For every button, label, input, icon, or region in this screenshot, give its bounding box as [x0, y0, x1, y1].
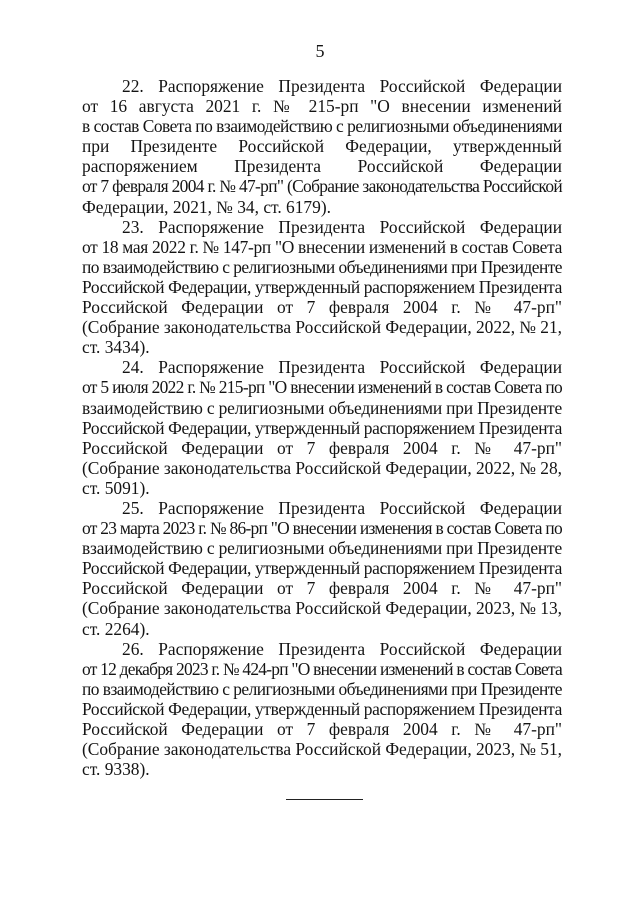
- entry-line: при Президенте Российской Федерации, утвержденный: [82, 136, 562, 157]
- entry-line: (Собрание законодательства Российской Федерации, 2022, № 28,: [82, 457, 562, 478]
- list-item: [82, 498, 562, 639]
- entry-line: ст. 5091).: [82, 477, 150, 498]
- end-separator-line: [286, 799, 363, 800]
- entry-line: распоряжением Президента Российской Федерации: [82, 156, 562, 177]
- entry-line: Российской Федерации от 7 февраля 2004 г. № 47-рп": [82, 437, 562, 458]
- entry-line: (Собрание законодательства Российской Федерации, 2022, № 21,: [82, 317, 562, 338]
- entry-line: от 7 февраля 2004 г. № 47-рп" (Собрание законодательства Российской: [82, 176, 562, 197]
- entry-line: 24. Распоряжение Президента Российской Федерации: [122, 357, 562, 378]
- entry-line: от 5 июля 2022 г. № 215-рп "О внесении изменений в состав Совета по: [82, 377, 562, 398]
- entry-line: Российской Федерации от 7 февраля 2004 г. № 47-рп": [82, 719, 562, 739]
- entry-line: Российской Федерации, утвержденный распоряжением Президента: [82, 558, 562, 579]
- list-item: [82, 357, 562, 498]
- entry-line: 23. Распоряжение Президента Российской Федерации: [122, 216, 562, 237]
- entry-line: Российской Федерации, утвержденный распоряжением Президента: [82, 276, 562, 297]
- list-item: [82, 639, 562, 780]
- entry-line: (Собрание законодательства Российской Федерации, 2023, № 13,: [82, 598, 562, 619]
- entry-line: 22. Распоряжение Президента Российской Федерации: [122, 76, 562, 96]
- entry-line: по взаимодействию с религиозными объединениями при Президенте: [82, 256, 562, 277]
- entry-line: Российской Федерации от 7 февраля 2004 г. № 47-рп": [82, 297, 562, 318]
- entry-line: (Собрание законодательства Российской Федерации, 2023, № 51,: [82, 739, 562, 760]
- entry-line: ст. 2264).: [82, 618, 150, 639]
- entry-line: 26. Распоряжение Президента Российской Федерации: [122, 638, 562, 659]
- entry-line: ст. 9338).: [82, 759, 150, 780]
- entry-line: Федерации, 2021, № 34, ст. 6179).: [82, 196, 331, 217]
- entry-line: в состав Совета по взаимодействию с религиозными объединениями: [82, 116, 562, 137]
- entry-line: взаимодействию с религиозными объединениями при Президенте: [82, 538, 562, 559]
- entry-line: от 16 августа 2021 г. № 215-рп "О внесении изменений: [82, 96, 562, 117]
- entry-line: Российской Федерации, утвержденный распоряжением Президента: [82, 417, 562, 438]
- document-body: [82, 76, 562, 779]
- list-item: [82, 217, 562, 358]
- entry-line: от 12 декабря 2023 г. № 424-рп "О внесении изменений в состав Совета: [82, 658, 562, 679]
- entry-line: от 18 мая 2022 г. № 147-рп "О внесении изменений в состав Совета: [82, 236, 562, 257]
- page-number: 5: [315, 41, 325, 61]
- entry-line: Российской Федерации, утвержденный распоряжением Президента: [82, 698, 562, 719]
- entry-line: ст. 3434).: [82, 337, 150, 358]
- entry-line: по взаимодействию с религиозными объединениями при Президенте: [82, 678, 562, 699]
- entry-line: 25. Распоряжение Президента Российской Федерации: [122, 497, 562, 518]
- entry-line: взаимодействию с религиозными объединениями при Президенте: [82, 397, 562, 418]
- entry-line: Российской Федерации от 7 февраля 2004 г. № 47-рп": [82, 578, 562, 599]
- entry-line: от 23 марта 2023 г. № 86-рп "О внесении изменения в состав Совета по: [82, 518, 562, 539]
- list-item: [82, 76, 562, 217]
